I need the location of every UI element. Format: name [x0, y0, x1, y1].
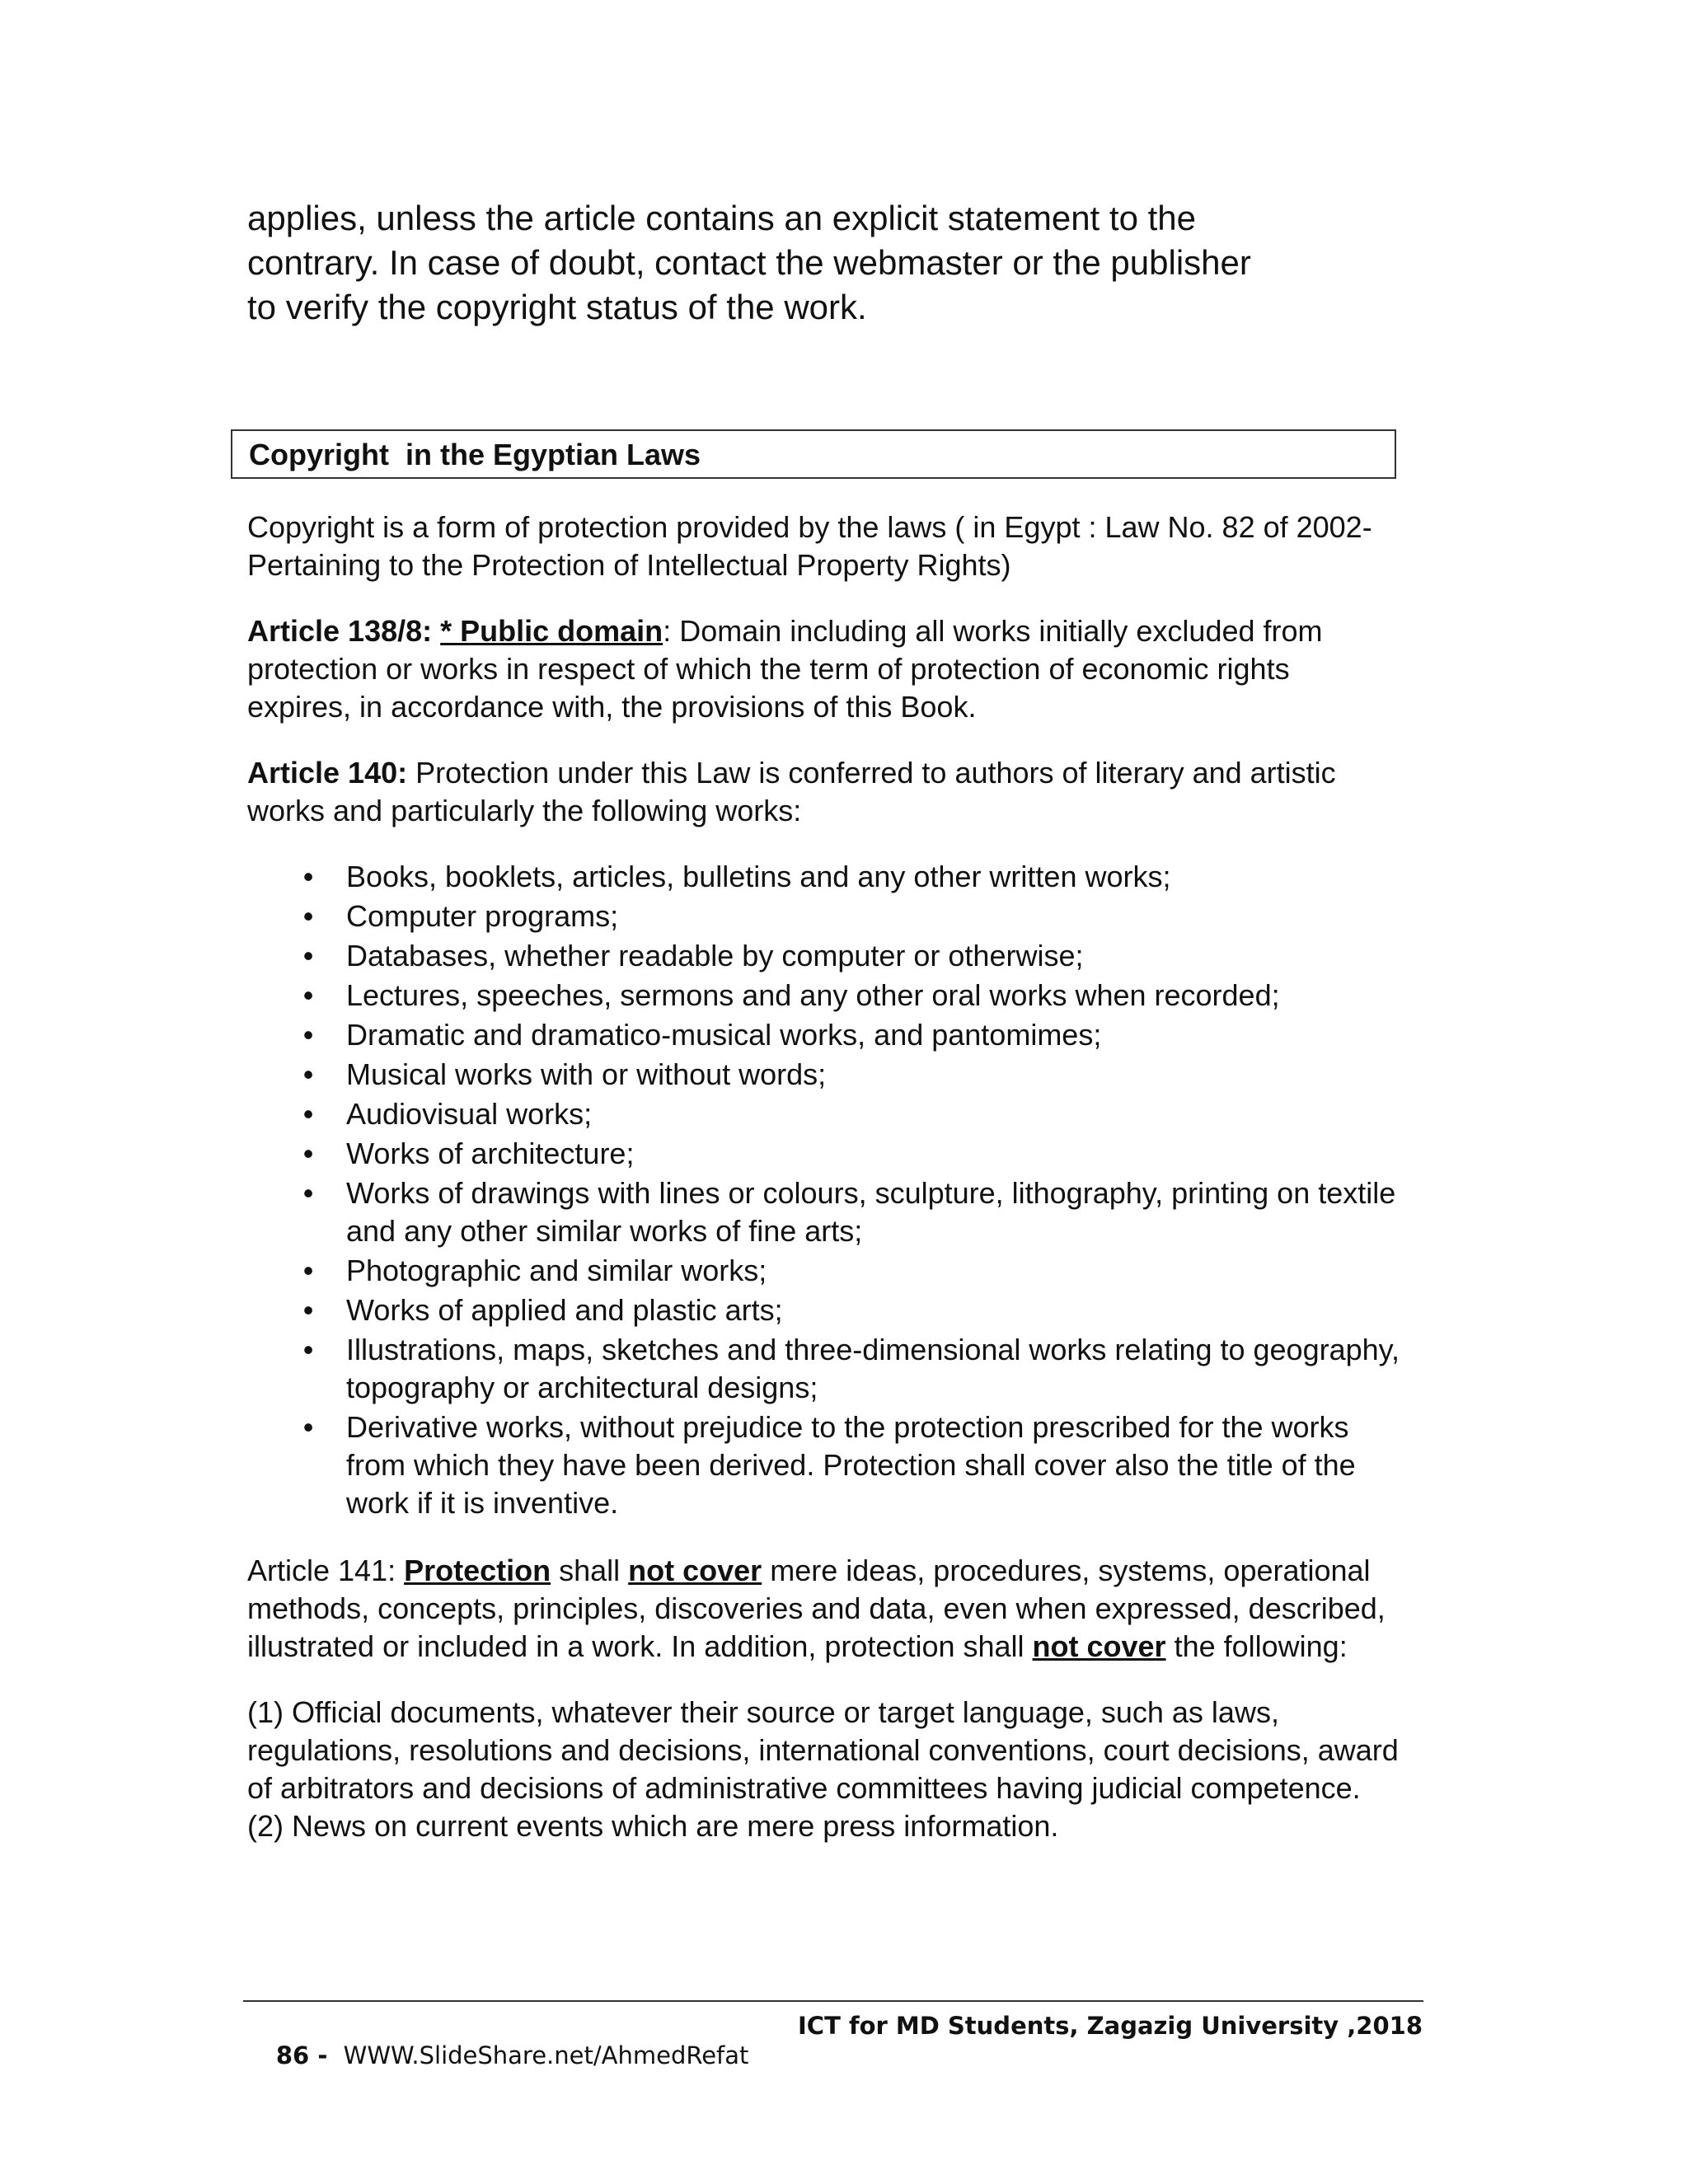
page-footer: [246, 2011, 1423, 2100]
protected-work-text: Works of architecture;: [346, 1137, 635, 1170]
protected-works-list: [247, 858, 1401, 1522]
article-140-label: Article 140:: [247, 756, 408, 790]
protected-work-item: [302, 1016, 1401, 1054]
protected-work-item: [302, 977, 1401, 1015]
bullet-icon: •: [302, 1176, 314, 1210]
protected-work-text: Illustrations, maps, sketches and three-dimensional works relating to geography, topography or architectural designs;: [346, 1333, 1400, 1404]
section-heading-box: [231, 429, 1396, 479]
protection-term: Protection: [404, 1554, 551, 1587]
bullet-icon: •: [302, 1410, 314, 1444]
protected-work-item: [302, 1056, 1401, 1094]
article-138: [247, 612, 1401, 726]
protected-work-text: Works of applied and plastic arts;: [346, 1293, 783, 1327]
bullet-icon: •: [302, 1254, 314, 1287]
protected-work-item: [302, 858, 1401, 896]
protected-work-text: Photographic and similar works;: [346, 1254, 767, 1287]
protected-work-text: Musical works with or without words;: [346, 1057, 827, 1091]
protected-work-item: [302, 1174, 1401, 1250]
protected-work-item: [302, 1252, 1401, 1290]
bullet-icon: •: [302, 1293, 314, 1327]
article-141-text: mere ideas, procedures, systems, operational methods, concepts, principles, discoveries and data, even when expressed, described, illustrated or included in a work. In addition, protection shall: [247, 1554, 1386, 1663]
bullet-icon: •: [302, 1018, 314, 1052]
bullet-icon: •: [302, 1057, 314, 1091]
article-141-text: the following:: [1165, 1629, 1348, 1663]
protected-work-item: [302, 1291, 1401, 1329]
bullet-icon: •: [302, 899, 314, 933]
not-cover-term: not cover: [1032, 1629, 1166, 1663]
copyright-definition: Copyright is a form of protection provided by the laws ( in Egypt : Law No. 82 of 2002- Pertaining to the Protection of Intellectual Property Rights): [247, 510, 1372, 582]
article-138-label: Article 138/8:: [247, 614, 433, 648]
article-138-text: : Domain including all works initially excluded from protection or works in respect of which the term of protection of economic rights expires, in accordance with, the provisions of this Book.: [247, 614, 1323, 724]
not-cover-term: not cover: [628, 1554, 762, 1587]
protected-work-text: Databases, whether readable by computer or otherwise;: [346, 939, 1084, 972]
article-141-shall: shall: [551, 1554, 629, 1587]
exclusion-item: (2) News on current events which are mere press information.: [247, 1809, 1059, 1843]
article-141-label: Article 141:: [247, 1554, 405, 1587]
footer-site: WWW.SlideShare.net/AhmedRefat: [335, 2041, 749, 2069]
protected-work-text: Computer programs;: [346, 899, 619, 933]
article-141: [247, 1552, 1401, 1666]
protected-work-item: [302, 1331, 1401, 1407]
protected-work-text: Audiovisual works;: [346, 1097, 593, 1131]
footer-divider: [243, 2000, 1423, 2002]
protected-work-text: Dramatic and dramatico-musical works, and pantomimes;: [346, 1018, 1102, 1052]
protected-work-item: [302, 937, 1401, 975]
protected-work-item: [302, 898, 1401, 935]
protected-work-text: Books, booklets, articles, bulletins and any other written works;: [346, 860, 1171, 893]
bullet-icon: •: [302, 978, 314, 1012]
article-140: [247, 754, 1401, 830]
footer-course: ICT for MD Students, Zagazig University ,2018: [798, 2012, 1423, 2040]
intro-line: applies, unless the article contains an explicit statement to the: [247, 199, 1196, 237]
section-heading: Copyright in the Egyptian Laws: [249, 438, 701, 471]
main-content: [247, 509, 1401, 1845]
bullet-icon: •: [302, 1097, 314, 1131]
protected-work-text: Lectures, speeches, sermons and any other oral works when recorded;: [346, 978, 1280, 1012]
exclusion-item: (1) Official documents, whatever their source or target language, such as laws, regulations, resolutions and decisions, international conventions, court decisions, award of arbitrators and decisions of administrative committees having judicial competence.: [247, 1695, 1399, 1805]
protected-work-text: Works of drawings with lines or colours, sculpture, lithography, printing on textile and any other similar works of fine arts;: [346, 1176, 1396, 1248]
article-140-text: Protection under this Law is conferred to authors of literary and artistic works and particularly the following works:: [247, 756, 1336, 827]
bullet-icon: •: [302, 1137, 314, 1170]
protected-work-item: [302, 1408, 1401, 1522]
page-number: 86 -: [275, 2041, 336, 2069]
intro-paragraph: [247, 196, 1418, 330]
intro-line: to verify the copyright status of the work.: [247, 288, 867, 326]
protected-work-text: Derivative works, without prejudice to the protection prescribed for the works from which they have been derived. Protection shall cover also the title of the work if it is inventive.: [346, 1410, 1356, 1520]
public-domain-term: * Public domain: [440, 614, 663, 648]
protected-work-item: [302, 1095, 1401, 1133]
intro-line: contrary. In case of doubt, contact the webmaster or the publisher: [247, 243, 1251, 282]
bullet-icon: •: [302, 1333, 314, 1366]
bullet-icon: •: [302, 860, 314, 893]
protected-work-item: [302, 1135, 1401, 1173]
bullet-icon: •: [302, 939, 314, 972]
